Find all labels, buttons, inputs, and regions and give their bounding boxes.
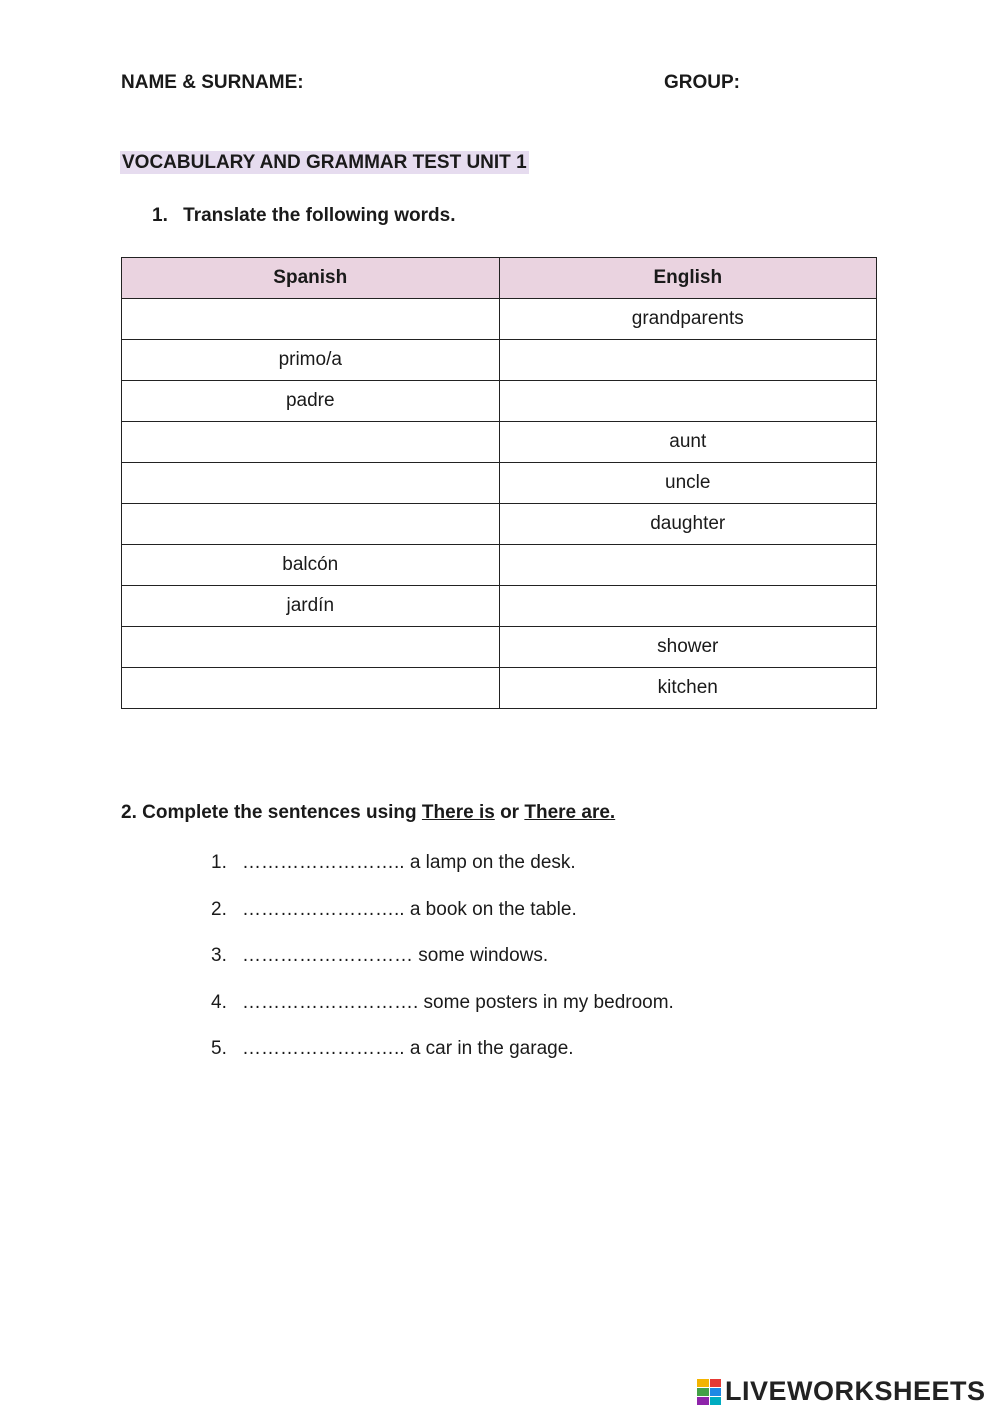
liveworksheets-logo-icon xyxy=(697,1379,721,1405)
sentence-number: 4. xyxy=(211,991,227,1013)
spanish-cell[interactable] xyxy=(122,668,500,709)
english-cell: kitchen xyxy=(499,668,877,709)
english-cell: uncle xyxy=(499,463,877,504)
english-cell: daughter xyxy=(499,504,877,545)
section1-instruction-text: Translate the following words. xyxy=(183,205,456,226)
col-header-spanish: Spanish xyxy=(122,258,500,299)
english-cell: shower xyxy=(499,627,877,668)
spanish-cell: balcón xyxy=(122,545,500,586)
test-title-text: VOCABULARY AND GRAMMAR TEST UNIT 1 xyxy=(122,152,527,173)
option-there-is: There is xyxy=(421,802,495,823)
english-cell[interactable] xyxy=(499,381,877,422)
spanish-cell: padre xyxy=(122,381,500,422)
sentence-number: 5. xyxy=(211,1038,227,1059)
logo-square xyxy=(710,1388,722,1396)
spanish-cell: primo/a xyxy=(122,340,500,381)
english-cell[interactable] xyxy=(499,545,877,586)
english-cell: grandparents xyxy=(499,299,877,340)
spanish-cell[interactable] xyxy=(122,627,500,668)
section1-number: 1. xyxy=(152,205,168,226)
name-surname-label: NAME & SURNAME: xyxy=(121,72,304,93)
sentence-text: …………………….. a book on the table. xyxy=(242,898,577,920)
vocab-row xyxy=(122,340,877,381)
vocab-row xyxy=(122,422,877,463)
sentence-item xyxy=(211,945,674,992)
sentence-text: …………………….. a lamp on the desk. xyxy=(242,852,576,873)
sentence-number: 1. xyxy=(211,852,227,873)
sentence-number: 2. xyxy=(211,898,227,920)
section1-instruction xyxy=(152,205,456,227)
section2-instruction xyxy=(121,802,615,824)
vocab-row xyxy=(122,668,877,709)
section2-middle: or xyxy=(494,802,525,823)
spanish-cell[interactable] xyxy=(122,299,500,340)
vocab-row xyxy=(122,299,877,340)
liveworksheets-logo xyxy=(697,1376,986,1407)
option-there-are: There are. xyxy=(524,802,616,823)
sentence-item xyxy=(211,992,674,1039)
test-title xyxy=(120,152,529,174)
section2-prefix: 2. Complete the sentences using xyxy=(121,802,422,823)
spanish-cell[interactable] xyxy=(122,463,500,504)
spanish-cell[interactable] xyxy=(122,504,500,545)
sentence-list xyxy=(211,852,674,1085)
group-label: GROUP: xyxy=(664,72,740,93)
liveworksheets-logo-text: LIVEWORKSHEETS xyxy=(725,1376,986,1406)
sentence-item xyxy=(211,852,674,899)
logo-square xyxy=(697,1379,709,1387)
sentence-text: ………………………. some posters in my bedroom. xyxy=(242,991,674,1013)
spanish-cell: jardín xyxy=(122,586,500,627)
vocab-row xyxy=(122,463,877,504)
logo-square xyxy=(697,1388,709,1396)
english-cell[interactable] xyxy=(499,586,877,627)
sentence-item xyxy=(211,1038,674,1085)
vocab-row xyxy=(122,627,877,668)
sentence-text: …………………….. a car in the garage. xyxy=(242,1038,574,1059)
col-header-english: English xyxy=(499,258,877,299)
vocab-row xyxy=(122,586,877,627)
logo-square xyxy=(697,1397,709,1405)
vocab-table xyxy=(121,257,877,709)
vocab-row xyxy=(122,504,877,545)
vocab-row xyxy=(122,381,877,422)
sentence-number: 3. xyxy=(211,945,227,966)
spanish-cell[interactable] xyxy=(122,422,500,463)
logo-square xyxy=(710,1379,722,1387)
vocab-header-row xyxy=(122,258,877,299)
logo-square xyxy=(710,1397,722,1405)
sentence-text: ……………………… some windows. xyxy=(242,945,549,966)
sentence-item xyxy=(211,899,674,946)
english-cell: aunt xyxy=(499,422,877,463)
vocab-row xyxy=(122,545,877,586)
english-cell[interactable] xyxy=(499,340,877,381)
